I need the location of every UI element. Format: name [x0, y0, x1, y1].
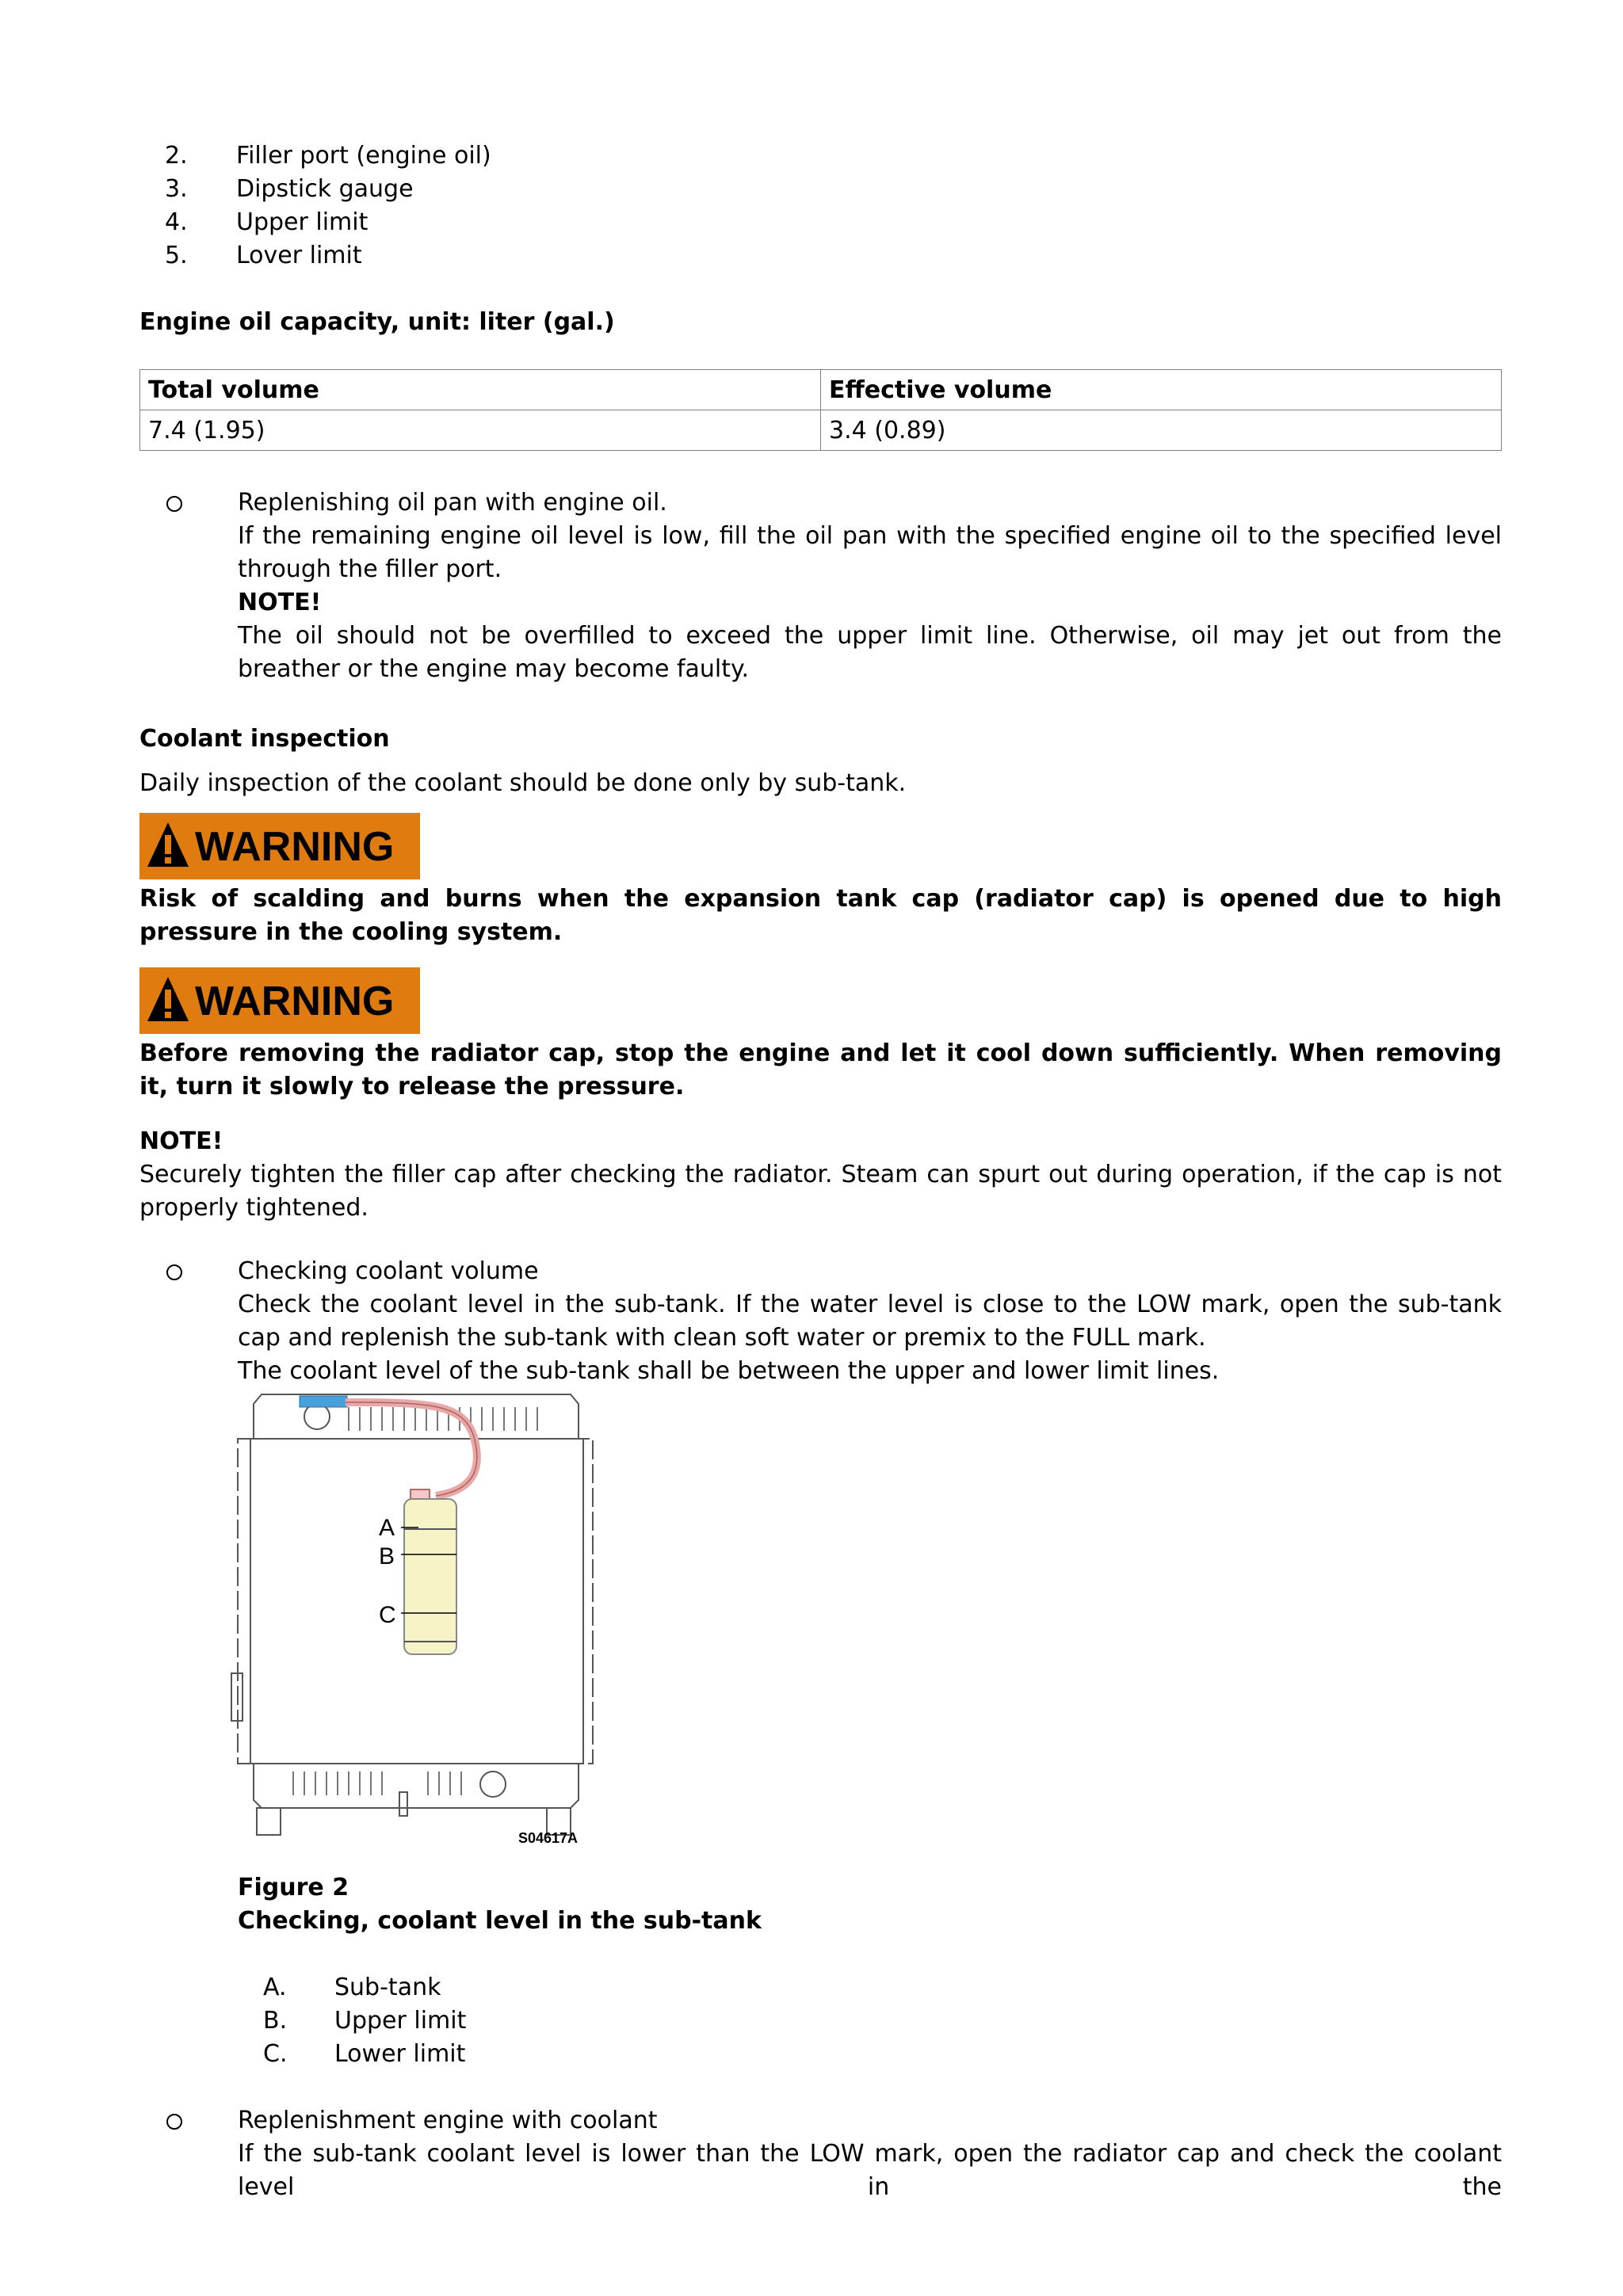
capacity-table [139, 369, 1502, 451]
coolant-heading: Coolant inspection [139, 725, 390, 753]
table-cell: 7.4 (1.95) [140, 410, 821, 451]
figure-caption: Checking, coolant level in the sub-tank [238, 1907, 762, 1935]
warning-badge [139, 967, 420, 1034]
warning-label: WARNING [195, 824, 395, 870]
warning-text-1: Risk of scalding and burns when the expansion tank cap (radiator cap) is opened due to high pressure in the cooling system. [139, 885, 1502, 946]
radiator-diagram [230, 1388, 602, 1848]
bullet-circle [166, 496, 182, 512]
note-label: NOTE! [238, 589, 322, 616]
checking-coolant-section [238, 1255, 1502, 1388]
bullet-circle [166, 2114, 182, 2130]
figure-number: Figure 2 [238, 1874, 349, 1901]
checking-body: Check the coolant level in the sub-tank. If the water level is close to the LOW mark, open the sub-tank cap and replenish the sub-tank with clean soft water or premix to the FULL mark. [238, 1291, 1502, 1352]
warning-triangle-icon [146, 821, 190, 868]
note-label: NOTE! [139, 1127, 223, 1155]
callout-c: C [379, 1602, 396, 1628]
replenish-oil-body: If the remaining engine oil level is low, fill the oil pan with the specified engine oil to the specified level through the filler port. [238, 522, 1502, 583]
figure-code: S04617A [518, 1830, 579, 1846]
table-cell: 3.4 (0.89) [821, 410, 1502, 451]
warning-text-2: Before removing the radiator cap, stop the engine and let it cool down sufficiently. When removing it, turn it slowly to release the pressure. [139, 1039, 1502, 1100]
replenish-coolant-body: If the sub-tank coolant level is lower than the LOW mark, open the radiator cap and check the coolant level in the [238, 2140, 1502, 2201]
replenish-coolant-title: Replenishment engine with coolant [238, 2107, 658, 2134]
callout-b: B [379, 1543, 395, 1569]
radiator-figure [230, 1388, 602, 1848]
warning-label: WARNING [195, 978, 395, 1024]
replenish-oil-title: Replenishing oil pan with engine oil. [238, 489, 667, 517]
coolant-intro: Daily inspection of the coolant should be done only by sub-tank. [139, 769, 907, 797]
replenish-oil-section [238, 486, 1502, 686]
manual-page: 2. Filler port (engine oil) 3. Dipstick gauge 4. Upper limit 5. Lover limit Engine oil capacity, unit: liter (gal.) Total volume Effective volume 7.4 (1.95) 3.4 (0.89) Replenishing oil pan with engine oil. If the remaining engine oil level is low, fill the oil pan with the specified engine oil to the specified level through the filler port. NOTE! The oil should not be overfilled to exceed the upper limit line. Otherwise, oil may jet out from the breather or the engine may become faulty. Coolant inspection Daily inspection of the coolant should be done only by sub-tank. WARNING Risk of scalding and burns when the expansion tank cap (radiator cap) is opened due to high pressure in the cooling system. WARNING Before removing the radiator cap, stop the engine and let it cool down sufficiently. When removing it, turn it slowly to release the pressure. NOTE! Securely tighten the filler cap after checking the radiator. Steam can spurt out during operation, if the cap is not properly tightened. Checking coolant volume Check the coolant level in the sub-tank. If the water level is close to the LOW mark, open the sub-tank cap and replenish the sub-tank with clean soft water or premix to the FULL mark. The coolant level of the sub-tank shall be between the upper and lower limit lines. A B C S04617A Figure 2 Checking, coolant level in the sub-tank A. Sub-tank B. Upper limit C. Lower limit Replenishment engine with coolant If the sub-tank coolant level is lower than the LOW mark, open the radiator cap and check the coolant level in the [0, 0, 1623, 2296]
bullet-circle [166, 1264, 182, 1280]
table-header: Total volume [140, 370, 821, 410]
capacity-heading: Engine oil capacity, unit: liter (gal.) [139, 308, 615, 336]
table-header: Effective volume [821, 370, 1502, 410]
checking-body-2: The coolant level of the sub-tank shall be between the upper and lower limit lines. [238, 1357, 1220, 1385]
checking-title: Checking coolant volume [238, 1257, 539, 1285]
callout-a: A [379, 1515, 395, 1541]
table-header-row [140, 370, 1502, 410]
note-text: The oil should not be overfilled to exceed the upper limit line. Otherwise, oil may jet out from the breather or the engine may become faulty. [238, 622, 1502, 683]
replenish-coolant-section [238, 2104, 1502, 2204]
note-text: Securely tighten the filler cap after checking the radiator. Steam can spurt out during operation, if the cap is not properly tightened. [139, 1161, 1502, 1222]
table-row [140, 410, 1502, 451]
warning-badge [139, 813, 420, 879]
warning-triangle-icon [146, 975, 190, 1023]
